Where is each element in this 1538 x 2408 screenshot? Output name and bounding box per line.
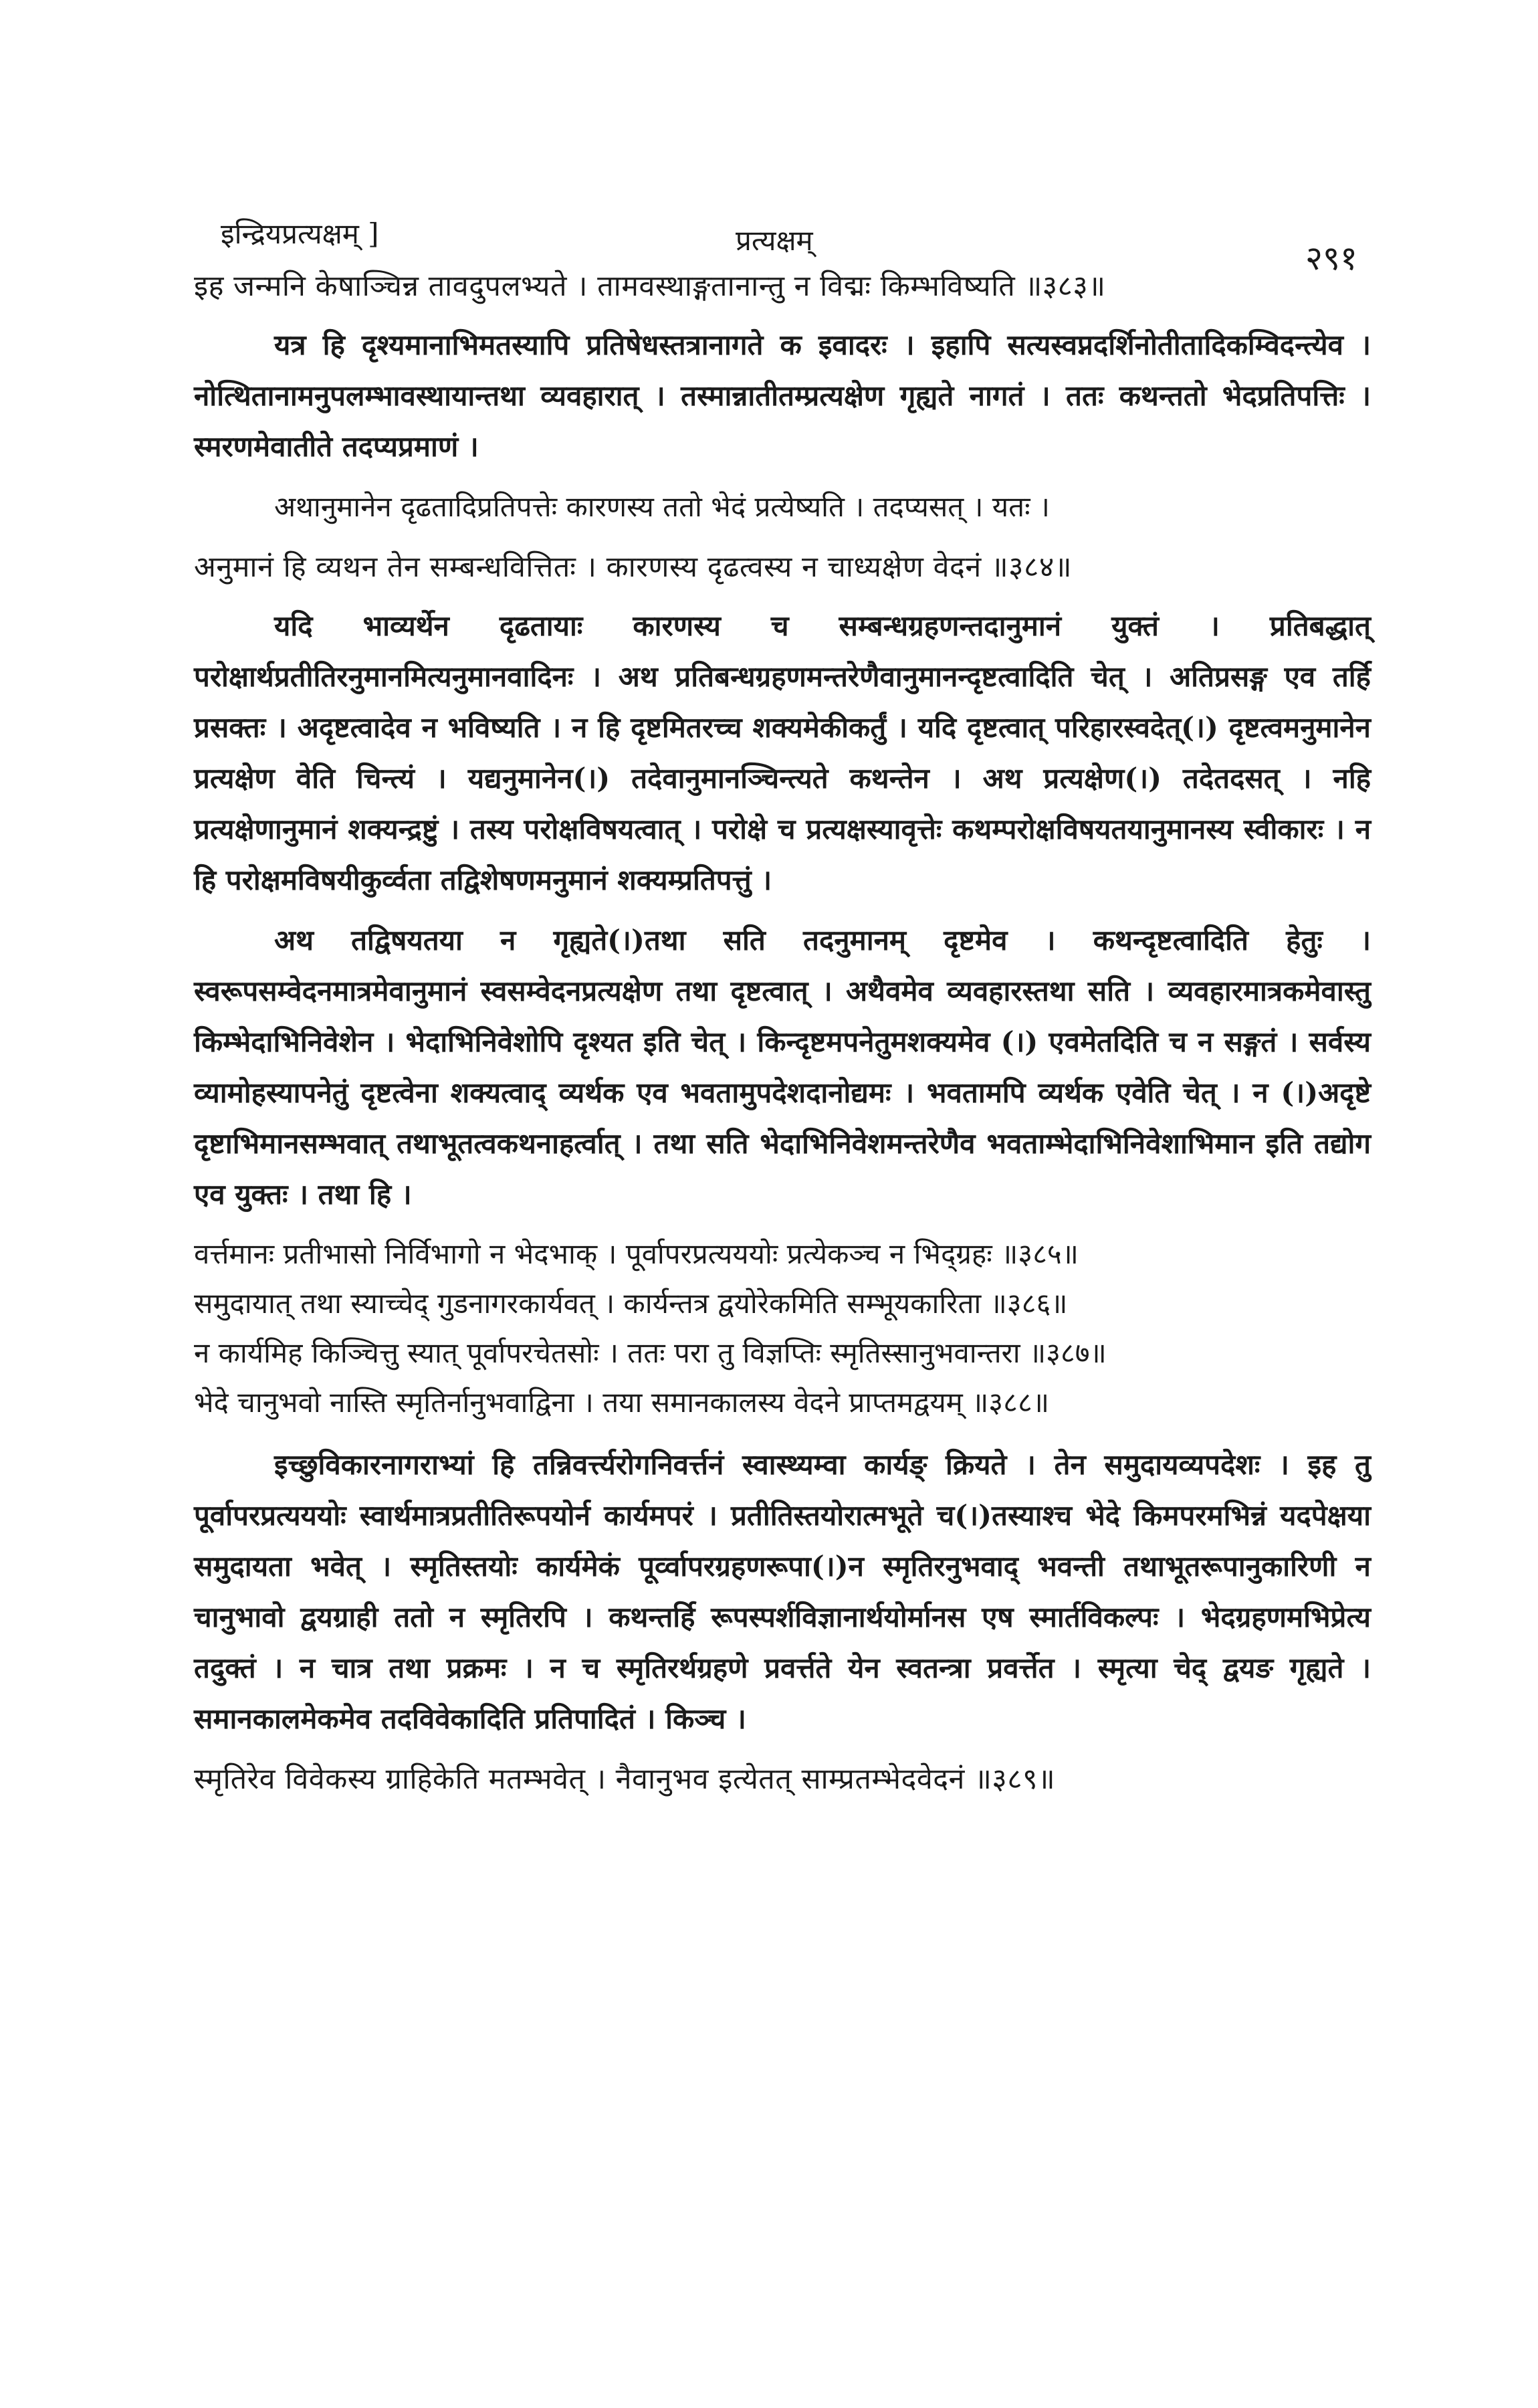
commentary-paragraph <box>194 601 1371 906</box>
commentary-text: यत्र हि दृश्यमानाभिमतस्यापि प्रतिषेधस्तत्रानागते क इवादरः । इहापि सत्यस्वप्नदर्शिनोतीतादिकम्विदन्त्येव । नोत्थितानामनुपलम्भावस्थायान्तथा व्यवहारात् । तस्मान्नातीतम्प्रत्यक्षेण गृह्यते नागतं । ततः कथन्ततो भेदप्रतिपत्तिः । स्मरणमेवातीते तदप्यप्रमाणं । <box>194 328 1371 463</box>
commentary-text: अथ तद्विषयतया न गृह्यते(।)तथा सति तदनुमानम् दृष्टमेव । कथन्दृष्टत्वादिति हेतुः । स्वरूपसम्वेदनमात्रमेवानुमानं स्वसम्वेदनप्रत्यक्षेण तथा दृष्टत्वात् । अथैवमेव व्यवहारस्तथा सति । व्यवहारमात्रकमेवास्तु किम्भेदाभिनिवेशेन । भेदाभिनिवेशोपि दृश्यत इति चेत् । किन्दृष्टमपनेतुमशक्यमेव (।) एवमेतदिति च न सङ्गतं । सर्वस्य व्यामोहस्यापनेतुं दृष्टत्वेना शक्यत्वाद् व्यर्थक एव भवतामुपदेशदानोद्यमः । भवतामपि व्यर्थक एवेति चेत् । न (।)अदृष्टे दृष्टाभिमानसम्भवात् तथाभूतत्वकथनाहर्त्वात् । तथा सति भेदाभिनिवेशमन्तरेणैव भवताम्भेदाभिनिवेशाभिमान इति तद्योग एव युक्तः । तथा हि । <box>194 924 1371 1211</box>
verse-387: न कार्यमिह किञ्चित्तु स्यात् पूर्वापरचेतसोः । ततः परा तु विज्ञप्तिः स्मृतिस्सानुभवान्तरा ॥३८७॥ <box>194 1336 1107 1369</box>
verse-group-385-388 <box>194 1229 1371 1427</box>
verse-388: भेदे चानुभवो नास्ति स्मृतिर्नानुभवाद्विना । तया समानकालस्य वेदने प्राप्तमद्वयम् ॥३८८॥ <box>194 1386 1049 1419</box>
commentary-text: अथानुमानेन दृढतादिप्रतिपत्तेः कारणस्य ततो भेदं प्रत्येष्यति । तदप्यसत् । यतः । <box>274 490 1050 523</box>
page-number: २९१ <box>1305 239 1357 278</box>
verse-383: इह जन्मनि केषाञ्चिन्न तावदुपलभ्यते । तामवस्थाङ्गतानान्तु न विद्मः किम्भविष्यति ॥३८३॥ <box>194 270 1106 303</box>
commentary-paragraph <box>194 482 1371 532</box>
commentary-text: इच्छुविकारनागराभ्यां हि तन्निवर्त्त्यरोगनिवर्त्तनं स्वास्थ्यम्वा कार्यङ् क्रियते । तेन समुदायव्यपदेशः । इह तु पूर्वापरप्रत्यययोः स्वार्थमात्रप्रतीतिरूपयोर्न कार्यमपरं । प्रतीतिस्तयोरात्मभूते च(।)तस्याश्च भेदे किमपरमभिन्नं यदपेक्षया समुदायता भवेत् । स्मृतिस्तयोः कार्यमेकं पूर्व्वापरग्रहणरूपा(।)न स्मृतिरनुभवाद् भवन्ती तथाभूतरूपानुकारिणी न चानुभावो द्वयग्राही ततो न स्मृतिरपि । कथन्तर्हि रूपस्पर्शविज्ञानार्थयोर्मानस एष स्मार्तविकल्पः । भेदग्रहणमभिप्रेत्य तदुक्तं । न चात्र तथा प्रक्रमः । न च स्मृतिरर्थग्रहणे प्रवर्त्तते येन स्वतन्त्रा प्रवर्त्तेत । स्मृत्या चेद् द्वयङ गृह्यते । समानकालमेकमेव तदविवेकादिति प्रतिपादितं । किञ्च । <box>194 1448 1371 1735</box>
commentary-text: यदि भाव्यर्थेन दृढतायाः कारणस्य च सम्बन्धग्रहणन्तदानुमानं युक्तं । प्रतिबद्धात् परोक्षार्थप्रतीतिरनुमानमित्यनुमानवादिनः । अथ प्रतिबन्धग्रहणमन्तरेणैवानुमानन्दृष्टत्वादिति चेत् । अतिप्रसङ्ग एव तर्हि प्रसक्तः । अदृष्टत्वादेव न भविष्यति । न हि दृष्टमितरच्च शक्यमेकीकर्तुं । यदि दृष्टत्वात् परिहारस्वदेत्(।) दृष्टत्वमनुमानेन प्रत्यक्षेण वेति चिन्त्यं । यद्यनुमानेन(।) तदेवानुमानञ्चिन्त्यते कथन्तेन । अथ प्रत्यक्षेण(।) तदेतदसत् । नहि प्रत्यक्षेणानुमानं शक्यन्द्रष्टुं । तस्य परोक्षविषयत्वात् । परोक्षे च प्रत्यक्षस्यावृत्तेः कथम्परोक्षविषयतयानुमानस्य स्वीकारः । न हि परोक्षमविषयीकुर्व्वता तद्विशेषणमनुमानं शक्यम्प्रतिपत्तुं । <box>194 609 1371 896</box>
header-section-title: इन्द्रियप्रत्यक्षम् ] <box>221 217 379 250</box>
commentary-paragraph <box>194 1439 1371 1744</box>
document-page <box>194 201 1371 1813</box>
running-header <box>194 201 1371 278</box>
commentary-paragraph <box>194 320 1371 472</box>
verse-384: अनुमानं हि व्यथन तेन सम्बन्धवित्तितः । कारणस्य दृढत्वस्य न चाध्यक्षेण वेदनं ॥३८४॥ <box>194 550 1073 584</box>
verse-385: वर्त्तमानः प्रतीभासो निर्विभागो न भेदभाक् । पूर्वापरप्रत्यययोः प्रत्येकञ्च न भिद्ग्रहः ॥३८५॥ <box>194 1237 1079 1270</box>
header-chapter-title: प्रत्यक्षम् <box>736 224 813 257</box>
verse-389: स्मृतिरेव विवेकस्य ग्राहिकेति मतम्भवेत् । नैवानुभव इत्येतत् साम्प्रतम्भेदवेदनं ॥३८९॥ <box>194 1763 1056 1796</box>
commentary-paragraph <box>194 915 1371 1220</box>
verse-386: समुदायात् तथा स्याच्चेद् गुडनागरकार्यवत् । कार्यन्तत्र द्वयोरेकमिति सम्भूयकारिता ॥३८६॥ <box>194 1287 1068 1320</box>
